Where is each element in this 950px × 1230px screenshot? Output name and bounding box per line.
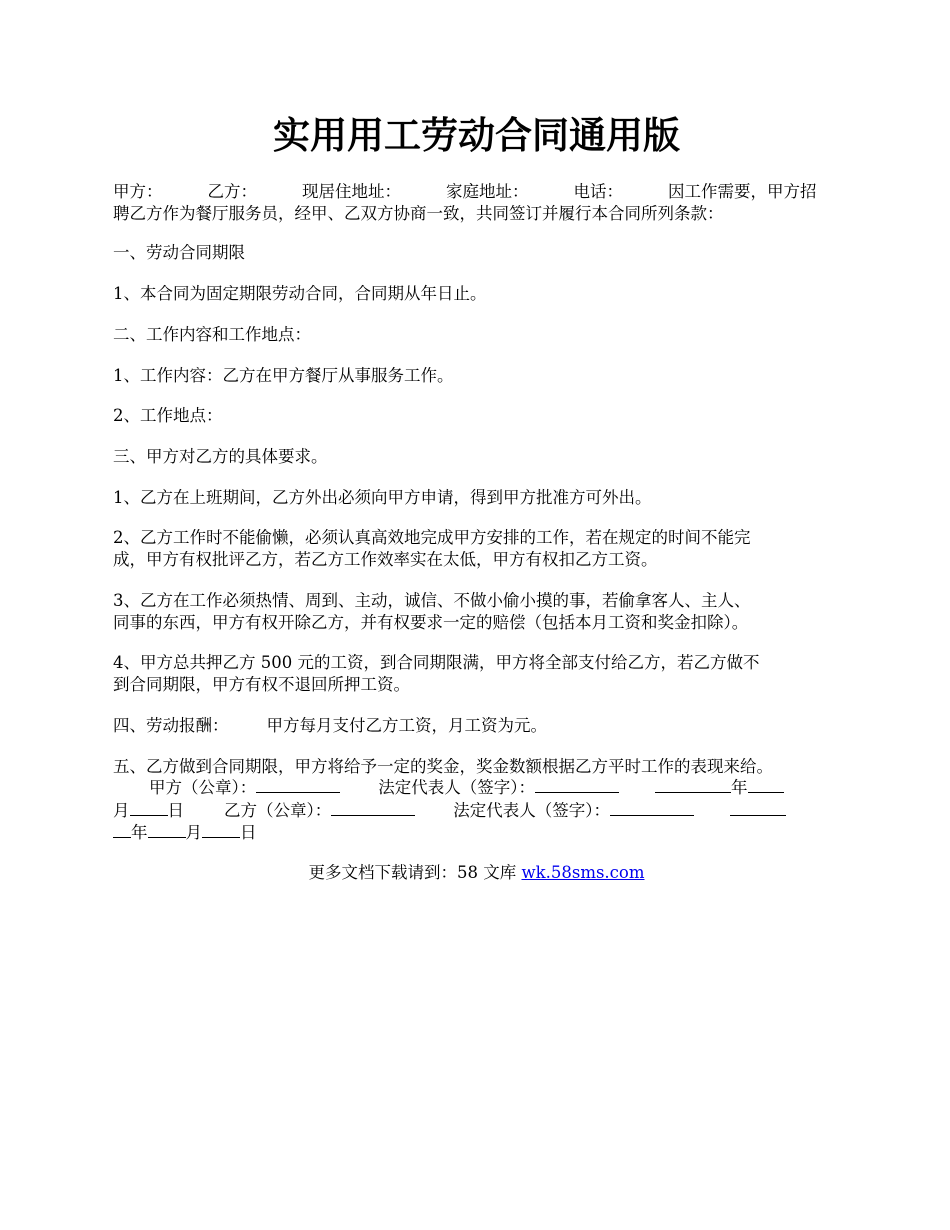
section-4-label: 四、劳动报酬：: [113, 716, 229, 735]
phone-label: 电话：: [573, 182, 623, 201]
document-title: 实用用工劳动合同通用版: [273, 113, 680, 157]
footer: [113, 862, 840, 884]
party-b-month-label: 月: [185, 823, 202, 842]
party-a-day-blank: [130, 799, 168, 816]
party-b-year-blank-start: [730, 799, 786, 816]
section-3-item-1: 1、乙方在上班期间，乙方外出必须向甲方申请，得到甲方批准方可外出。: [113, 488, 652, 507]
party-b-day-blank: [202, 821, 240, 838]
section-3-item-2-line-2: 成，甲方有权批评乙方，若乙方工作效率实在太低，甲方有权扣乙方工资。: [113, 550, 658, 569]
address-label: 现居住地址：: [302, 182, 401, 201]
party-a-rep-label: 法定代表人（签字）：: [378, 778, 535, 797]
section-3-item-4-line-2: 到合同期限，甲方有权不退回所押工资。: [113, 675, 410, 694]
footer-text: 更多文档下载请到：58 文库: [308, 863, 522, 882]
party-b-month-blank: [148, 821, 186, 838]
home-address-label: 家庭地址：: [446, 182, 529, 201]
party-b-year-label: 年: [131, 823, 148, 842]
party-a-month-label: 月: [113, 801, 130, 820]
section-2-heading: 二、工作内容和工作地点：: [113, 325, 311, 344]
party-b-rep-label: 法定代表人（签字）：: [453, 801, 610, 820]
signature-line-2: [113, 799, 840, 822]
section-2-item-1: 1、工作内容：乙方在甲方餐厅从事服务工作。: [113, 366, 454, 385]
section-1-item-1: 1、本合同为固定期限劳动合同，合同期从年日止。: [113, 284, 487, 303]
signature-line-1: [113, 776, 840, 799]
party-a-seal-label: 甲方（公章）：: [149, 778, 257, 797]
party-a-day-label: 日: [167, 801, 184, 820]
party-a-month-blank: [748, 776, 784, 793]
footer-link[interactable]: wk.58sms.com: [521, 863, 645, 882]
party-a-seal-blank: [256, 776, 340, 793]
party-a-year-blank: [655, 776, 731, 793]
party-a-rep-blank: [535, 776, 619, 793]
section-3-heading: 三、甲方对乙方的具体要求。: [113, 447, 328, 466]
party-b-label: 乙方：: [207, 182, 257, 201]
party-b-seal-label: 乙方（公章）：: [224, 801, 332, 820]
party-b-day-label: 日: [240, 823, 257, 842]
section-4: [113, 715, 840, 737]
section-2-item-2: 2、工作地点：: [113, 406, 223, 425]
party-b-year-blank-end: [113, 821, 131, 838]
signature-line-3: [113, 821, 840, 844]
section-3-item-3-line-2: 同事的东西，甲方有权开除乙方，并有权要求一定的赔偿（包括本月工资和奖金扣除）。: [113, 613, 749, 632]
party-a-label: 甲方：: [113, 182, 163, 201]
section-3-item-2-line-1: 2、乙方工作时不能偷懒，必须认真高效地完成甲方安排的工作，若在规定的时间不能完: [113, 528, 751, 547]
section-1-heading: 一、劳动合同期限: [113, 243, 245, 262]
intro-line-2: 聘乙方作为餐厅服务员，经甲、乙双方协商一致，共同签订并履行本合同所列条款：: [113, 204, 724, 223]
section-4-text: 甲方每月支付乙方工资，月工资为元。: [266, 716, 547, 735]
section-3-item-4-line-1: 4、甲方总共押乙方 500 元的工资，到合同期限满，甲方将全部支付给乙方，若乙方做不: [113, 653, 760, 672]
intro-line-1: [113, 181, 840, 203]
party-b-seal-blank: [331, 799, 415, 816]
section-5: 五、乙方做到合同期限，甲方将给予一定的奖金，奖金数额根据乙方平时工作的表现来给。: [113, 757, 773, 776]
section-3-item-3-line-1: 3、乙方在工作必须热情、周到、主动，诚信、不做小偷小摸的事，若偷拿客人、主人、: [113, 591, 751, 610]
party-b-rep-blank: [610, 799, 694, 816]
intro-line-1-tail: 因工作需要，甲方招: [668, 182, 817, 201]
party-a-year-label: 年: [731, 778, 748, 797]
